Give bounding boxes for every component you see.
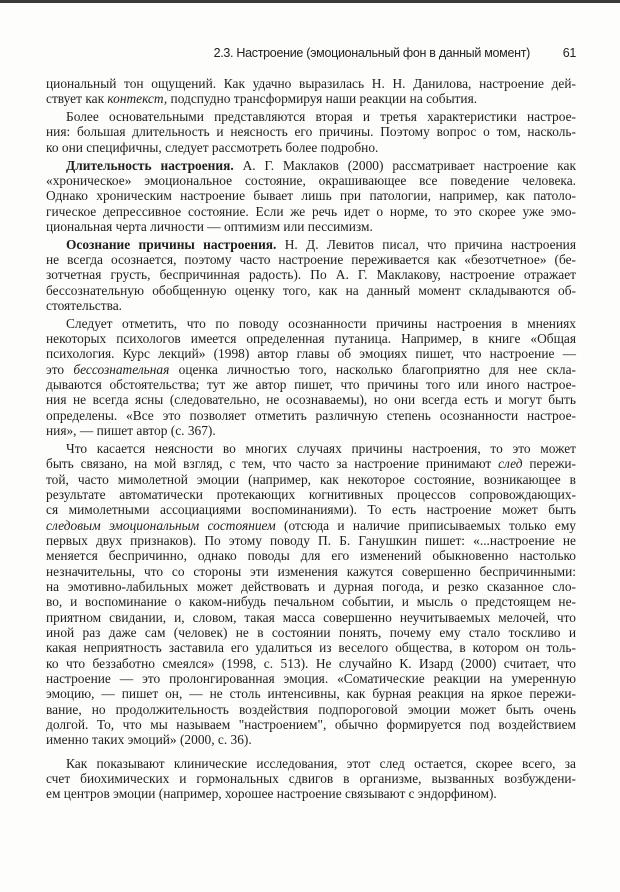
- text-run: результате автоматически протекающих когнитивных процессов сопровождающих-: [46, 486, 576, 502]
- text-run: циональный тон ощущений. Как удачно выразилась Н. Н. Данилова, настроение дей-: [46, 76, 576, 91]
- text-run: дываются обстоятельства; тут же автор пишет, что причины того или иного настрое-: [46, 377, 576, 393]
- text-run: Что касается неясности во многих случаях причины настроения, то это может: [66, 440, 576, 456]
- text-run: приятном свидании, и, словом, такая масса совершенно неучитываемых мелочей, что: [46, 609, 576, 625]
- text-run: подспудно трансформируя наши реакции на события.: [167, 91, 478, 107]
- text-line: [46, 237, 576, 252]
- text-line: [46, 594, 576, 609]
- text-run: Следует отметить, что по поводу осознанности причины настроения в мнениях: [66, 315, 576, 331]
- text-line: [46, 456, 576, 471]
- text-run: ствует как: [46, 91, 108, 107]
- text-run: ся мимолетными ассоциациями воспоминаниями). То есть настроение может быть: [46, 502, 576, 518]
- text-run: ния», — пишет автор (с. 367).: [46, 423, 216, 439]
- text-line: [46, 756, 576, 771]
- run-in-heading: Длительность настроения.: [66, 157, 234, 173]
- text-line: [46, 564, 576, 579]
- running-header-title: 2.3. Настроение (эмоциональный фон в данный момент): [213, 46, 530, 60]
- running-header: [46, 46, 576, 64]
- text-line: [46, 548, 576, 563]
- text-line: [46, 140, 576, 155]
- text-line: [46, 423, 576, 438]
- text-line: [46, 786, 576, 801]
- text-line: [46, 717, 576, 732]
- text-line: [46, 267, 576, 282]
- text-run: стоятельства.: [46, 297, 123, 313]
- text-line: [46, 656, 576, 671]
- text-line: [46, 252, 576, 267]
- text-line: [46, 283, 576, 298]
- text-line: [46, 204, 576, 219]
- text-line: [46, 316, 576, 331]
- text-run: определены. «Все это позволяет отметить различную степень осознанности настрое-: [46, 407, 576, 423]
- text-line: [46, 109, 576, 124]
- text-line: [46, 518, 576, 533]
- text-run: именно таких эмоций» (2000, с. 36).: [46, 732, 252, 748]
- text-run: не всегда осознается, поэтому часто настроение переживается как «безотчетное» (бе-: [46, 251, 576, 267]
- text-run: Как показывают клинические исследования, этот след остается, скорее всего, за: [66, 755, 576, 771]
- text-line: [46, 533, 576, 548]
- text-line: [46, 625, 576, 640]
- paragraph: [46, 441, 576, 748]
- text-run: некоторых психологов имеется определенная путаница. Например, в книге «Общая: [46, 331, 576, 347]
- text-line: [46, 686, 576, 701]
- paragraph: [46, 316, 576, 439]
- text-run: меняется беспричинно, однако поводы для его изменений обыкновенно настолько: [46, 548, 576, 564]
- text-run: циональная черта личности — оптимизм или пессимизм.: [46, 218, 373, 234]
- text-line: [46, 362, 576, 377]
- paragraph: [46, 158, 576, 235]
- text-line: [46, 610, 576, 625]
- text-line: [46, 640, 576, 655]
- text-run: ко что беззаботно смеялся» (1998, с. 513). Не случайно К. Изард (2000) считает, что: [46, 655, 576, 671]
- text-line: [46, 408, 576, 423]
- emphasis-text: контекст,: [107, 91, 168, 107]
- text-run: той, часто мимолетной эмоции (например, как некоторое состояние, возникающее в: [46, 471, 576, 487]
- text-run: настроение — это пролонгированная эмоция. «Соматические реакции на умеренную: [46, 671, 576, 687]
- text-line: [46, 124, 576, 139]
- text-line: [46, 671, 576, 686]
- text-run: А. Г. Маклаков (2000) рассматривает настроение как: [233, 157, 576, 173]
- text-line: [46, 579, 576, 594]
- text-run: (отсюда и наличие приписываемых только ему: [275, 517, 576, 533]
- text-line: [46, 377, 576, 392]
- text-run: ния: большая длительность и неясность его причины. Поэтому вопрос о том, насколь-: [46, 124, 576, 140]
- text-line: [46, 158, 576, 173]
- text-line: [46, 298, 576, 313]
- text-run: психология. Курс лекций» (1998) автор главы об эмоциях пишет, что настроение —: [46, 346, 576, 362]
- paragraph: [46, 109, 576, 155]
- text-run: ния не всегда ясны (следовательно, не осознаваемы), но они всегда есть и могут быть: [46, 392, 576, 408]
- text-run: гическое депрессивное состояние. Если же речь идет о норме, то это скорее уже эмо-: [46, 203, 576, 219]
- page-top-edge: [0, 0, 620, 3]
- text-line: [46, 771, 576, 786]
- text-run: зотчетная грусть, беспричинная радость). По А. Г. Маклакову, настроение отражает: [46, 267, 576, 283]
- text-run: долгой. То, что мы называем "настроением", обычно формируется под воздействием: [46, 717, 576, 733]
- text-run: Однако хроническим настроение бывает лишь при патологии, например, как патоло-: [46, 188, 576, 204]
- emphasis-text: следовым эмоциональным состоянием: [46, 517, 276, 533]
- text-line: [46, 331, 576, 346]
- text-run: счет биохимических и гормональных сдвигов в организме, вызванных возбуждени-: [46, 771, 576, 787]
- text-line: [46, 702, 576, 717]
- text-line: [46, 487, 576, 502]
- text-line: [46, 472, 576, 487]
- paragraph: [46, 756, 576, 802]
- text-line: [46, 732, 576, 747]
- text-line: [46, 188, 576, 203]
- text-line: [46, 441, 576, 456]
- text-run: Более основательными представляются вторая и третья характеристики настрое-: [66, 109, 576, 125]
- text-run: ем центров эмоции (например, хорошее настроение связывают с эндорфином).: [46, 786, 497, 802]
- paragraph: [46, 76, 576, 107]
- page-body-text: [46, 76, 576, 804]
- text-line: [46, 219, 576, 234]
- text-run: незначительны, что со стороны эти изменения кажутся совершенно беспричинными:: [46, 563, 576, 579]
- text-run: первых двух признаков). По этому поводу П. Б. Ганушкин пишет: «...настроение не: [46, 532, 576, 548]
- text-line: [46, 76, 576, 91]
- text-line: [46, 346, 576, 361]
- emphasis-text: след: [498, 456, 523, 472]
- text-run: эмоцию, — пишет он, — не столь интенсивны, как бурная реакция на яркое пережи-: [46, 686, 576, 702]
- text-line: [46, 502, 576, 517]
- text-line: [46, 91, 576, 106]
- text-run: на эмотивно-лабильных может действовать и дурная погода, и резко сказанное сло-: [46, 578, 576, 594]
- text-run: иной раз даже сам (человек) не в состоянии понять, почему ему стало тоскливо и: [46, 624, 576, 640]
- text-run: во, и воспоминание о каком-нибудь печальном событии, и мысль о предстоящем не-: [46, 594, 576, 610]
- text-line: [46, 392, 576, 407]
- text-run: оценка личностью того, насколько благоприятно для нее скла-: [169, 361, 577, 377]
- text-run: бессознательную обобщенную оценку того, как на данный момент складываются об-: [46, 282, 576, 298]
- text-run: ко они специфичны, следует рассмотреть более подробно.: [46, 139, 379, 155]
- text-run: какая неприятность заставила его удалиться из веселого общества, в котором он толь-: [46, 640, 576, 656]
- paragraph: [46, 237, 576, 314]
- text-run: Н. Д. Левитов писал, что причина настроения: [276, 236, 576, 252]
- text-run: это: [46, 361, 74, 377]
- text-line: [46, 173, 576, 188]
- run-in-heading: Осознание причины настроения.: [66, 236, 277, 252]
- emphasis-text: бессознательная: [73, 361, 170, 377]
- text-run: пережи-: [522, 456, 576, 472]
- text-run: вание, но продолжительность воздействия подпороговой эмоции может быть очень: [46, 701, 576, 717]
- text-run: «хроническое» эмоциональное состояние, окрашивающее все поведение человека.: [46, 172, 576, 188]
- text-run: быть связано, на мой взгляд, с тем, что часто за настроение принимают: [46, 456, 499, 472]
- page-number: 61: [562, 46, 576, 60]
